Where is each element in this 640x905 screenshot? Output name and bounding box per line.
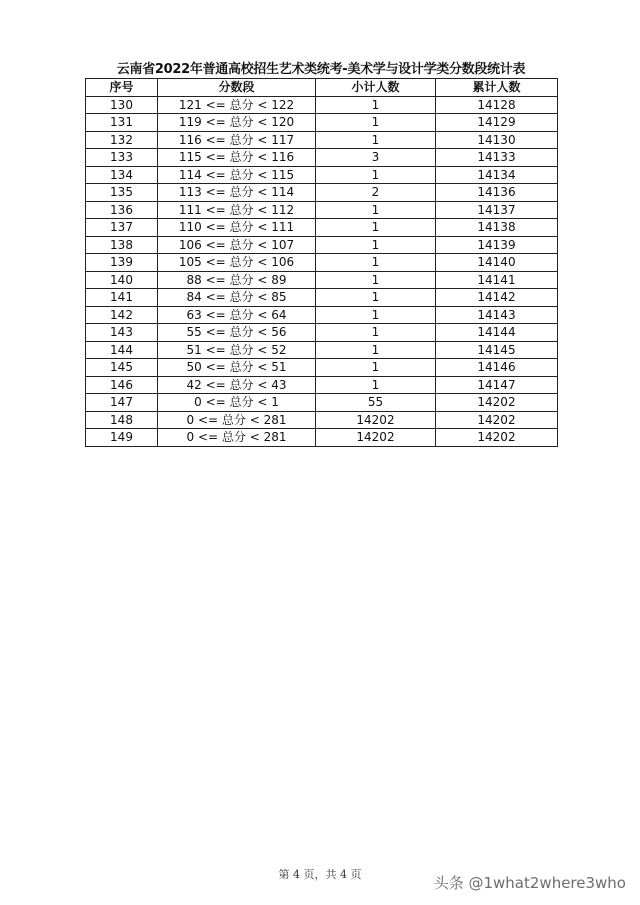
cell-subtotal: 2 bbox=[316, 184, 436, 202]
cell-score-range: 63 <= 总分 < 64 bbox=[158, 306, 316, 324]
cell-score-range: 119 <= 总分 < 120 bbox=[158, 114, 316, 132]
cell-seq: 131 bbox=[86, 114, 158, 132]
header-cumulative: 累计人数 bbox=[436, 79, 558, 97]
cell-cumulative: 14202 bbox=[436, 411, 558, 429]
cell-score-range: 110 <= 总分 < 111 bbox=[158, 219, 316, 237]
cell-score-range: 0 <= 总分 < 1 bbox=[158, 394, 316, 412]
score-distribution-table bbox=[85, 78, 558, 447]
cell-subtotal: 3 bbox=[316, 149, 436, 167]
cell-score-range: 50 <= 总分 < 51 bbox=[158, 359, 316, 377]
cell-seq: 143 bbox=[86, 324, 158, 342]
cell-seq: 147 bbox=[86, 394, 158, 412]
cell-seq: 134 bbox=[86, 166, 158, 184]
cell-score-range: 106 <= 总分 < 107 bbox=[158, 236, 316, 254]
cell-score-range: 114 <= 总分 < 115 bbox=[158, 166, 316, 184]
cell-score-range: 55 <= 总分 < 56 bbox=[158, 324, 316, 342]
table-row bbox=[86, 166, 558, 184]
cell-seq: 141 bbox=[86, 289, 158, 307]
cell-cumulative: 14134 bbox=[436, 166, 558, 184]
cell-seq: 135 bbox=[86, 184, 158, 202]
cell-seq: 138 bbox=[86, 236, 158, 254]
cell-seq: 145 bbox=[86, 359, 158, 377]
table-row bbox=[86, 254, 558, 272]
cell-cumulative: 14202 bbox=[436, 394, 558, 412]
cell-cumulative: 14136 bbox=[436, 184, 558, 202]
cell-subtotal: 1 bbox=[316, 376, 436, 394]
header-subtotal: 小计人数 bbox=[316, 79, 436, 97]
table-row bbox=[86, 201, 558, 219]
table-row bbox=[86, 394, 558, 412]
table-row bbox=[86, 114, 558, 132]
table-row bbox=[86, 429, 558, 447]
cell-score-range: 0 <= 总分 < 281 bbox=[158, 429, 316, 447]
cell-subtotal: 1 bbox=[316, 289, 436, 307]
table-row bbox=[86, 149, 558, 167]
cell-subtotal: 1 bbox=[316, 236, 436, 254]
table-row bbox=[86, 324, 558, 342]
table-row bbox=[86, 184, 558, 202]
cell-subtotal: 1 bbox=[316, 131, 436, 149]
cell-cumulative: 14146 bbox=[436, 359, 558, 377]
cell-cumulative: 14145 bbox=[436, 341, 558, 359]
table-row bbox=[86, 411, 558, 429]
cell-cumulative: 14142 bbox=[436, 289, 558, 307]
table-row bbox=[86, 219, 558, 237]
cell-score-range: 51 <= 总分 < 52 bbox=[158, 341, 316, 359]
cell-subtotal: 1 bbox=[316, 324, 436, 342]
table-row bbox=[86, 376, 558, 394]
cell-cumulative: 14140 bbox=[436, 254, 558, 272]
table-row bbox=[86, 289, 558, 307]
cell-subtotal: 1 bbox=[316, 114, 436, 132]
table-row bbox=[86, 271, 558, 289]
header-seq: 序号 bbox=[86, 79, 158, 97]
cell-seq: 133 bbox=[86, 149, 158, 167]
table-body bbox=[86, 96, 558, 446]
cell-subtotal: 1 bbox=[316, 359, 436, 377]
cell-subtotal: 14202 bbox=[316, 429, 436, 447]
cell-cumulative: 14129 bbox=[436, 114, 558, 132]
cell-seq: 137 bbox=[86, 219, 158, 237]
table-header-row bbox=[86, 79, 558, 97]
table-row bbox=[86, 306, 558, 324]
cell-seq: 132 bbox=[86, 131, 158, 149]
cell-cumulative: 14141 bbox=[436, 271, 558, 289]
cell-subtotal: 1 bbox=[316, 201, 436, 219]
cell-seq: 146 bbox=[86, 376, 158, 394]
cell-seq: 149 bbox=[86, 429, 158, 447]
cell-cumulative: 14202 bbox=[436, 429, 558, 447]
cell-cumulative: 14144 bbox=[436, 324, 558, 342]
cell-subtotal: 1 bbox=[316, 96, 436, 114]
cell-score-range: 115 <= 总分 < 116 bbox=[158, 149, 316, 167]
table-row bbox=[86, 341, 558, 359]
cell-cumulative: 14128 bbox=[436, 96, 558, 114]
page-title: 云南省2022年普通高校招生艺术类统考-美术学与设计学类分数段统计表 bbox=[116, 62, 526, 77]
cell-score-range: 116 <= 总分 < 117 bbox=[158, 131, 316, 149]
cell-subtotal: 14202 bbox=[316, 411, 436, 429]
table-row bbox=[86, 96, 558, 114]
table-row bbox=[86, 359, 558, 377]
cell-cumulative: 14137 bbox=[436, 201, 558, 219]
cell-seq: 142 bbox=[86, 306, 158, 324]
cell-score-range: 88 <= 总分 < 89 bbox=[158, 271, 316, 289]
cell-seq: 148 bbox=[86, 411, 158, 429]
cell-seq: 130 bbox=[86, 96, 158, 114]
watermark: 头条 @1what2where3who bbox=[433, 874, 626, 892]
table-row bbox=[86, 131, 558, 149]
table-row bbox=[86, 236, 558, 254]
cell-score-range: 113 <= 总分 < 114 bbox=[158, 184, 316, 202]
cell-score-range: 0 <= 总分 < 281 bbox=[158, 411, 316, 429]
cell-subtotal: 1 bbox=[316, 306, 436, 324]
cell-seq: 144 bbox=[86, 341, 158, 359]
cell-score-range: 105 <= 总分 < 106 bbox=[158, 254, 316, 272]
cell-score-range: 111 <= 总分 < 112 bbox=[158, 201, 316, 219]
cell-seq: 139 bbox=[86, 254, 158, 272]
cell-cumulative: 14138 bbox=[436, 219, 558, 237]
cell-cumulative: 14133 bbox=[436, 149, 558, 167]
cell-subtotal: 1 bbox=[316, 271, 436, 289]
cell-score-range: 42 <= 总分 < 43 bbox=[158, 376, 316, 394]
cell-subtotal: 1 bbox=[316, 166, 436, 184]
page-footer: 第 4 页，共 4 页 bbox=[278, 868, 362, 881]
cell-cumulative: 14143 bbox=[436, 306, 558, 324]
header-score-range: 分数段 bbox=[158, 79, 316, 97]
cell-seq: 140 bbox=[86, 271, 158, 289]
cell-subtotal: 1 bbox=[316, 341, 436, 359]
cell-cumulative: 14139 bbox=[436, 236, 558, 254]
cell-subtotal: 1 bbox=[316, 254, 436, 272]
cell-subtotal: 1 bbox=[316, 219, 436, 237]
cell-score-range: 121 <= 总分 < 122 bbox=[158, 96, 316, 114]
cell-seq: 136 bbox=[86, 201, 158, 219]
cell-cumulative: 14130 bbox=[436, 131, 558, 149]
cell-cumulative: 14147 bbox=[436, 376, 558, 394]
cell-subtotal: 55 bbox=[316, 394, 436, 412]
cell-score-range: 84 <= 总分 < 85 bbox=[158, 289, 316, 307]
